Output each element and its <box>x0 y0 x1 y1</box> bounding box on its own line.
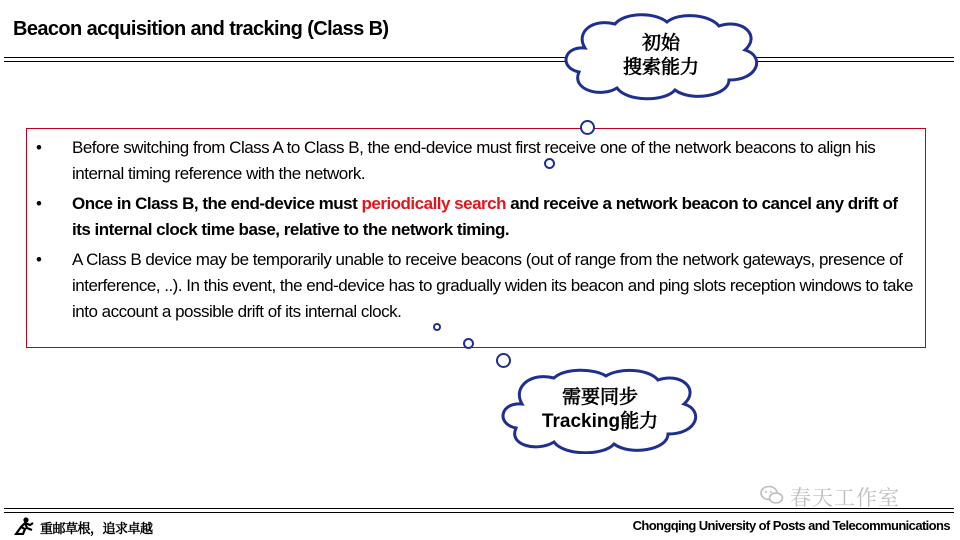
bullet-text-before: Once in Class B, the end-device must <box>72 194 362 213</box>
footer-rule-upper <box>4 508 954 509</box>
bullet-marker: • <box>36 250 42 269</box>
title-rule-upper <box>4 57 954 58</box>
footer-university: Chongqing University of Posts and Telecommunications <box>632 518 950 533</box>
cloud-bottom-line2: Tracking能力 <box>541 411 659 432</box>
bullet-item <box>27 247 925 325</box>
thought-bubble-bottom-1 <box>433 323 441 331</box>
bullet-item <box>27 135 925 187</box>
bullet-text-after: and receive a network beacon to cancel any drift of its internal clock time base, relative to the network timing. <box>72 194 898 239</box>
title-rule-lower <box>4 61 954 62</box>
bullet-marker: • <box>36 194 42 213</box>
thought-cloud-top <box>553 10 769 102</box>
cloud-bottom-line1: 需要同步 <box>561 387 638 408</box>
footer-motto: 重邮草根，追求卓越 <box>40 521 153 536</box>
footer-rule-lower <box>4 512 954 513</box>
watermark-text: 春天工作室 <box>790 487 900 510</box>
highlight-periodically-search: periodically search <box>361 194 507 213</box>
bullet-item <box>27 191 925 243</box>
thought-cloud-bottom <box>492 368 708 454</box>
bullet-text <box>72 194 898 239</box>
wechat-icon <box>760 485 784 505</box>
cloud-top-line1: 初始 <box>641 33 680 54</box>
cloud-top-line2: 搜索能力 <box>622 57 699 78</box>
thought-bubble-bottom-3 <box>496 353 511 368</box>
bullet-marker: • <box>36 138 42 157</box>
thought-bubble-top-2 <box>544 158 555 169</box>
content-box <box>26 128 926 348</box>
runner-logo-icon <box>13 517 35 535</box>
slide-title: Beacon acquisition and tracking (Class B) <box>13 18 389 40</box>
thought-bubble-bottom-2 <box>463 338 474 349</box>
bullet-list <box>27 135 925 329</box>
bullet-text: A Class B device may be temporarily unable to receive beacons (out of range from the network gateways, presence of interference, ..). In this event, the end-device has to gradually widen its beacon and ping slots reception windows to take into account a possible drift of its internal clock. <box>72 250 913 321</box>
bullet-text: Before switching from Class A to Class B, the end-device must first receive one of the network beacons to align his internal timing reference with the network. <box>72 138 876 183</box>
thought-bubble-top-1 <box>580 120 595 135</box>
